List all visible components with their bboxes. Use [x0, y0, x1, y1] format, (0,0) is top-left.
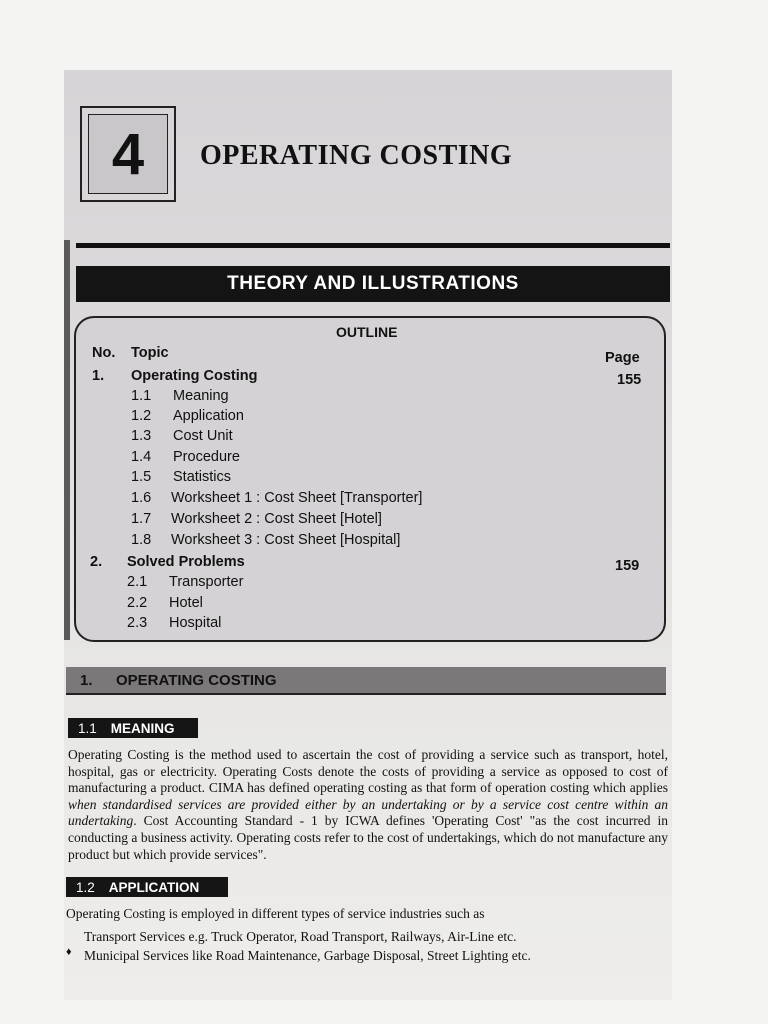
outline-sub-no: 1.1 [131, 388, 152, 404]
outline-sub-no: 1.7 [131, 511, 152, 527]
outline-sub-topic: Worksheet 1 : Cost Sheet [Transporter] [171, 490, 423, 506]
outline-sub-topic: Hospital [169, 615, 222, 631]
outline-sub-topic: Hotel [169, 595, 203, 611]
outline-sub-no: 2.1 [127, 574, 148, 590]
outline-col-page: Page [605, 350, 640, 366]
outline-sub-no: 1.4 [131, 449, 152, 465]
section-number: 1. [80, 671, 93, 689]
outline-col-topic: Topic [131, 345, 169, 361]
meaning-paragraph [68, 747, 668, 863]
application-item: Municipal Services like Road Maintenance, Garbage Disposal, Street Lighting etc. [84, 948, 531, 963]
outline-sub-topic: Statistics [173, 469, 232, 485]
outline-item-page: 155 [617, 372, 642, 388]
outline-col-no: No. [92, 345, 116, 361]
chapter-number-box [80, 106, 176, 202]
outline-sub-no: 1.2 [131, 408, 152, 424]
outline-sub-no: 1.6 [131, 490, 152, 506]
page-edge-shadow [64, 240, 70, 640]
outline-sub-topic: Transporter [169, 574, 244, 590]
chapter-title: OPERATING COSTING [200, 140, 513, 171]
subheading-number: 1.1 [78, 720, 97, 736]
bullet-icon: ♦ [66, 946, 72, 958]
outline-sub-topic: Application [173, 408, 244, 424]
outline-sub-topic: Procedure [173, 449, 240, 465]
outline-sub-no: 2.2 [127, 595, 148, 611]
outline-sub-no: 1.3 [131, 428, 152, 444]
application-intro: Operating Costing is employed in different types of service industries such as [66, 906, 485, 921]
theory-banner: THEORY AND ILLUSTRATIONS [76, 266, 670, 302]
outline-item-topic: Solved Problems [127, 554, 245, 570]
subheading-number: 1.2 [76, 879, 95, 895]
outline-box [74, 316, 666, 642]
outline-item-no: 1. [92, 368, 105, 384]
subheading-title: MEANING [110, 720, 175, 736]
meaning-text-2: . Cost Accounting Standard - 1 by ICWA defines 'Operating Cost' "as the cost incurred in conducting a business activity. Operating costs refer to the cost of undertakings, which do not manufacture any product but which provide services". [68, 813, 668, 862]
outline-title: OUTLINE [336, 324, 398, 340]
section-heading-operating-costing [66, 667, 666, 695]
outline-item-topic: Operating Costing [131, 368, 258, 384]
chapter-number: 4 [88, 114, 168, 194]
subheading-meaning [68, 718, 198, 738]
outline-sub-no: 1.5 [131, 469, 152, 485]
outline-sub-no: 1.8 [131, 532, 152, 548]
subheading-application [66, 877, 228, 897]
title-divider [76, 243, 670, 248]
outline-item-page: 159 [615, 558, 640, 574]
outline-sub-topic: Meaning [173, 388, 229, 404]
outline-sub-topic: Cost Unit [173, 428, 233, 444]
subheading-title: APPLICATION [108, 879, 200, 895]
outline-sub-topic: Worksheet 2 : Cost Sheet [Hotel] [171, 511, 382, 527]
section-title: OPERATING COSTING [116, 671, 277, 689]
outline-item-no: 2. [90, 554, 103, 570]
outline-sub-topic: Worksheet 3 : Cost Sheet [Hospital] [171, 532, 401, 548]
outline-sub-no: 2.3 [127, 615, 148, 631]
application-item: Transport Services e.g. Truck Operator, Road Transport, Railways, Air-Line etc. [84, 929, 517, 944]
meaning-text-italic: when standardised services are provided either by an undertaking or by a service cost centre within an undertaking [68, 796, 668, 829]
meaning-text-1: Operating Costing is the method used to ascertain the cost of providing a service such as transport, hotel, hospital, gas or electricity. Operating Costs denote the costs of providing a service as opposed to cost of manufacturing a product. CIMA has defined operating costing as that form of operation costing which applies [68, 747, 668, 796]
